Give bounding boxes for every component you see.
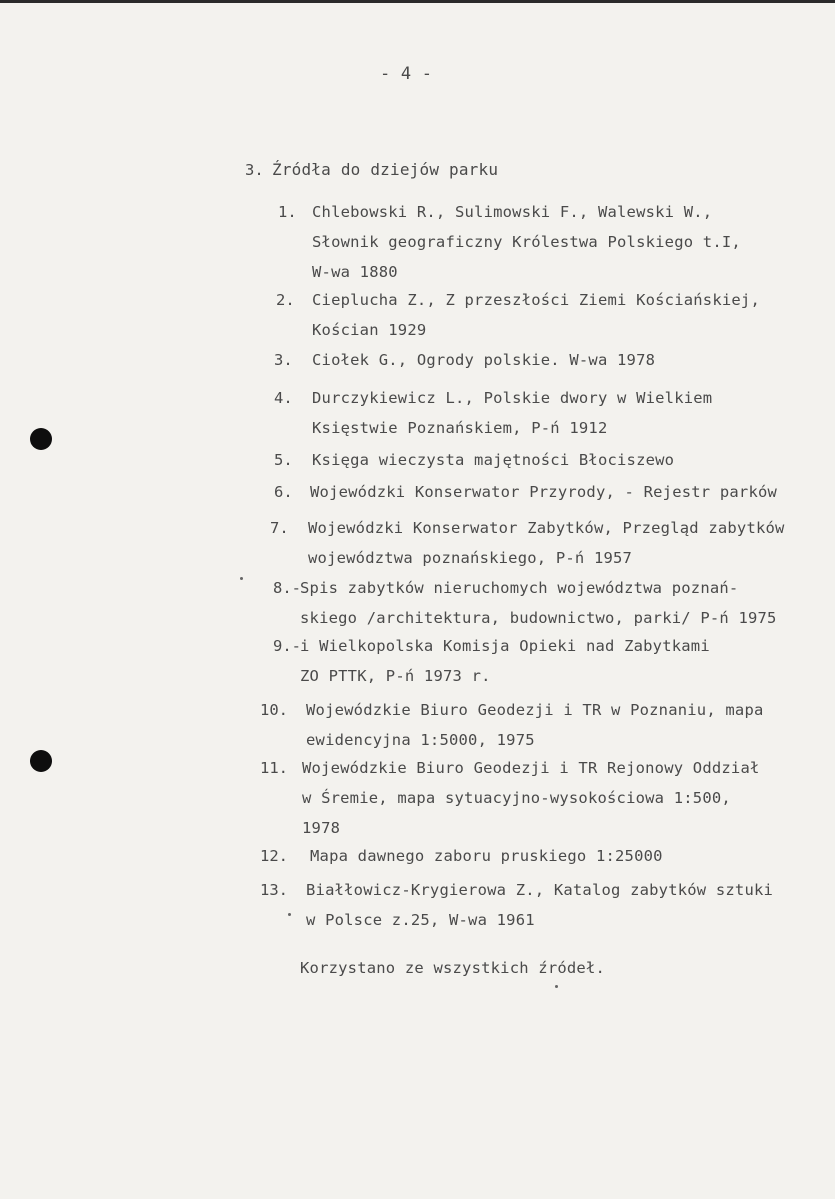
paper-speck bbox=[288, 913, 291, 916]
entry-text-line: skiego /architektura, budownictwo, parki/ P-ń 1975 bbox=[300, 609, 777, 627]
entry-text-line: Księstwie Poznańskiem, P-ń 1912 bbox=[312, 419, 608, 437]
entry-text-line: ZO PTTK, P-ń 1973 r. bbox=[300, 667, 491, 685]
entry-text-line: ewidencyjna 1:5000, 1975 bbox=[306, 731, 535, 749]
entry-number: 6. bbox=[274, 483, 293, 501]
paper-speck bbox=[555, 985, 558, 988]
entry-number: 13. bbox=[260, 881, 288, 899]
entry-number: 2. bbox=[276, 291, 295, 309]
entry-text-line: 1978 bbox=[302, 819, 341, 837]
entry-text-line: Księga wieczysta majętności Błociszewo bbox=[312, 451, 675, 469]
entry-number: 8.- bbox=[273, 579, 301, 597]
entry-number: 9.- bbox=[273, 637, 301, 655]
entry-text-line: Wojewódzki Konserwator Zabytków, Przegląd zabytków bbox=[308, 519, 785, 537]
section-number: 3. bbox=[245, 161, 264, 179]
entry-number: 10. bbox=[260, 701, 288, 719]
entry-text-line: Durczykiewicz L., Polskie dwory w Wielkiem bbox=[312, 389, 713, 407]
paper-speck bbox=[240, 577, 243, 580]
entry-text-line: Mapa dawnego zaboru pruskiego 1:25000 bbox=[310, 847, 663, 865]
entry-text-line: Spis zabytków nieruchomych województwa poznań- bbox=[300, 579, 739, 597]
entry-text-line: Wojewódzkie Biuro Geodezji i TR w Poznaniu, mapa bbox=[306, 701, 764, 719]
entry-text-line: Ciołek G., Ogrody polskie. W-wa 1978 bbox=[312, 351, 656, 369]
entry-number: 4. bbox=[274, 389, 293, 407]
entry-text-line: i Wielkopolska Komisja Opieki nad Zabytkami bbox=[300, 637, 710, 655]
entry-text-line: Wojewódzkie Biuro Geodezji i TR Rejonowy Oddział bbox=[302, 759, 760, 777]
entry-text-line: Chlebowski R., Sulimowski F., Walewski W., bbox=[312, 203, 713, 221]
page-number: - 4 - bbox=[380, 64, 433, 84]
entry-number: 1. bbox=[278, 203, 297, 221]
entry-number: 3. bbox=[274, 351, 293, 369]
entry-text-line: Kościan 1929 bbox=[312, 321, 427, 339]
entry-number: 7. bbox=[270, 519, 289, 537]
entry-text-line: województwa poznańskiego, P-ń 1957 bbox=[308, 549, 633, 567]
punch-hole-upper bbox=[30, 428, 52, 450]
entry-text-line: W-wa 1880 bbox=[312, 263, 398, 281]
entry-text-line: w Polsce z.25, W-wa 1961 bbox=[306, 911, 535, 929]
entry-number: 11. bbox=[260, 759, 288, 777]
entry-number: 12. bbox=[260, 847, 288, 865]
punch-hole-lower bbox=[30, 750, 52, 772]
page-top-edge bbox=[0, 0, 835, 3]
closing-note: Korzystano ze wszystkich źródeł. bbox=[300, 959, 606, 977]
entry-number: 5. bbox=[274, 451, 293, 469]
entry-text-line: Białłowicz-Krygierowa Z., Katalog zabytków sztuki bbox=[306, 881, 774, 899]
entry-text-line: Wojewódzki Konserwator Przyrody, - Rejestr parków bbox=[310, 483, 778, 501]
entry-text-line: w Śremie, mapa sytuacyjno-wysokościowa 1:500, bbox=[302, 789, 731, 807]
section-title: Źródła do dziejów parku bbox=[272, 160, 499, 179]
entry-text-line: Cieplucha Z., Z przeszłości Ziemi Kościańskiej, bbox=[312, 291, 760, 309]
entry-text-line: Słownik geograficzny Królestwa Polskiego t.I, bbox=[312, 233, 741, 251]
